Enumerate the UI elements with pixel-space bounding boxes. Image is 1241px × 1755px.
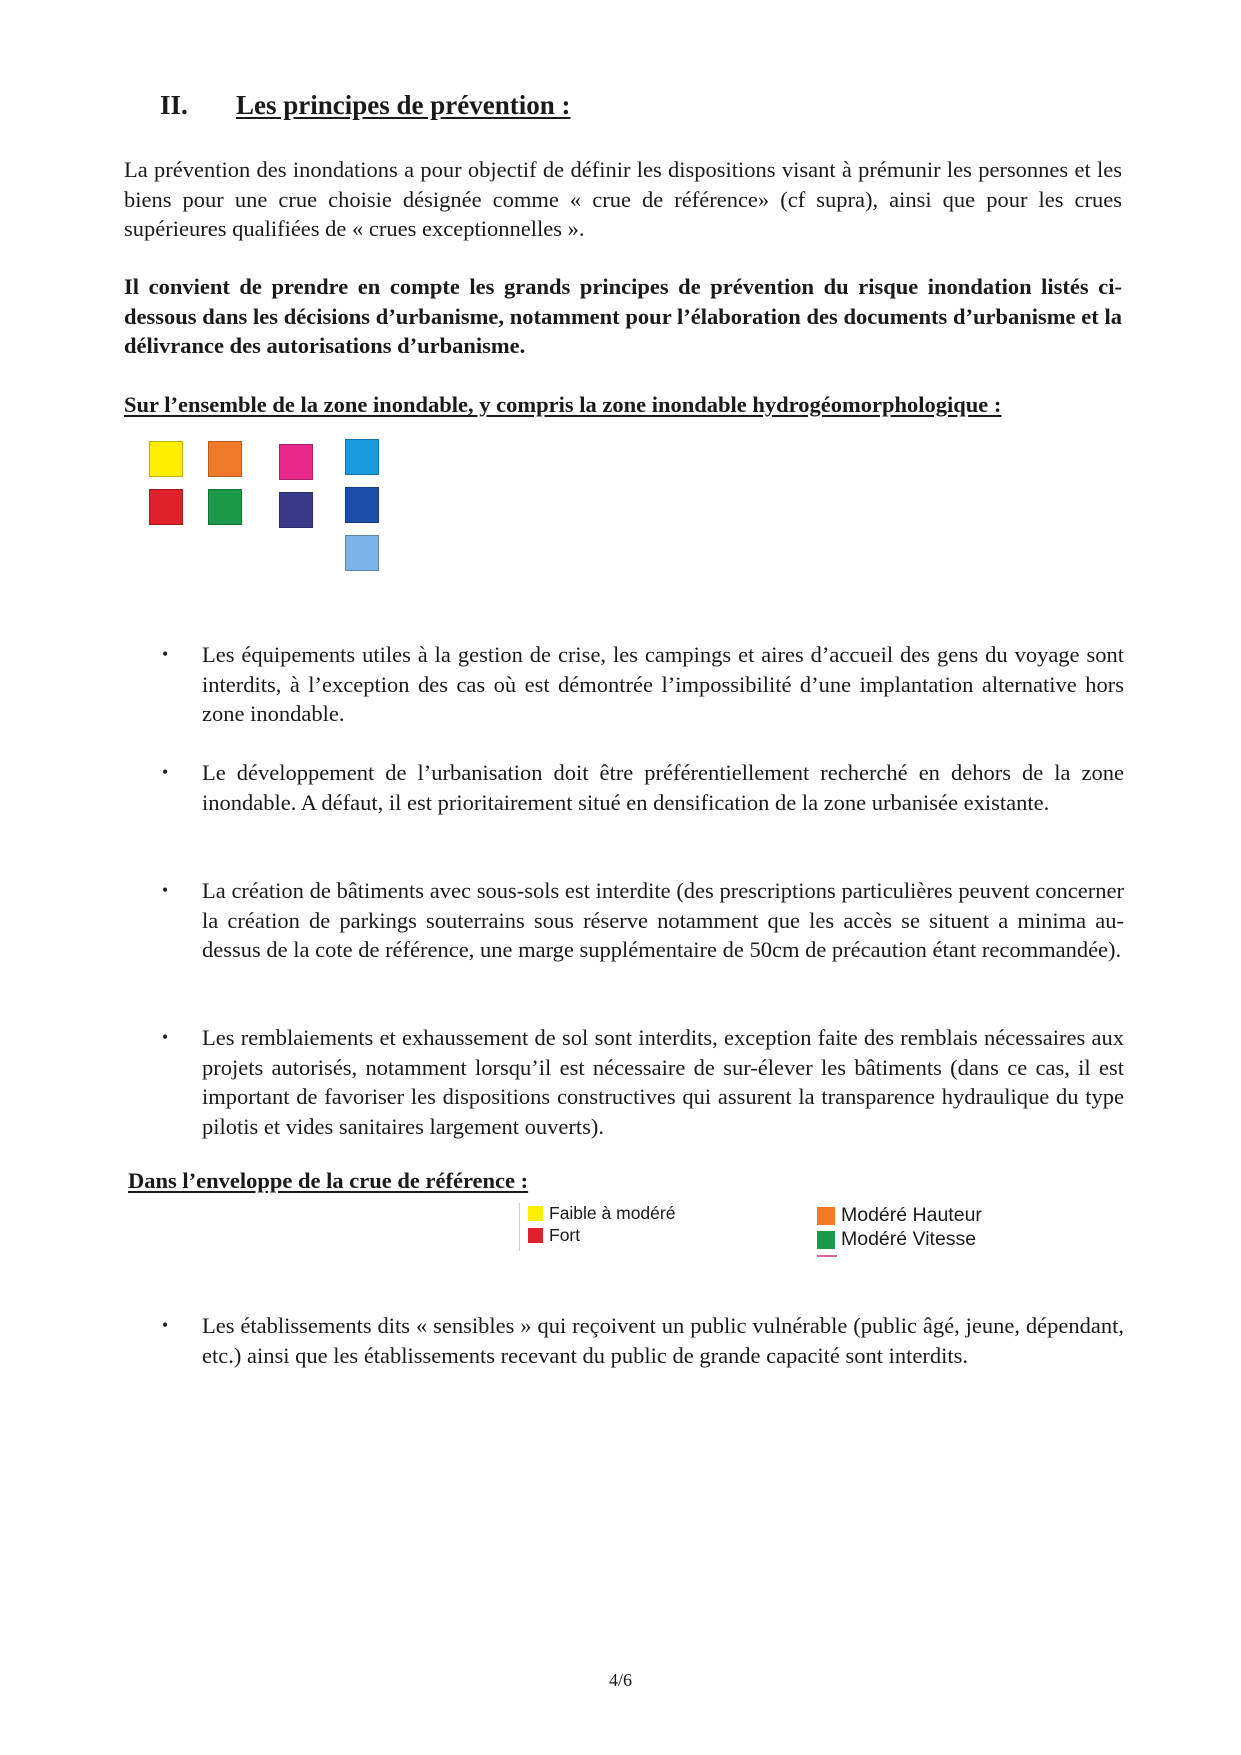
- list-item: [158, 1311, 1124, 1370]
- zone-swatch: [149, 441, 183, 477]
- zone-swatch: [149, 489, 183, 525]
- section-heading: [160, 90, 571, 121]
- bullet-dot-icon: •: [162, 644, 169, 664]
- legend-item: [817, 1204, 982, 1227]
- bullet-text: Les équipements utiles à la gestion de crise, les campings et aires d’accueil des gens du voyage sont interdits, à l’exception des cas où est démontrée l’impossibilité d’une implantation alternative hors zone inondable.: [202, 642, 1124, 726]
- zone-swatch: [345, 439, 379, 475]
- zone-inondable-heading: Sur l’ensemble de la zone inondable, y compris la zone inondable hydrogéomorphologique :: [124, 392, 1002, 417]
- zone-swatch: [279, 492, 313, 528]
- legend-item: [817, 1228, 976, 1251]
- bullet-dot-icon: •: [162, 762, 169, 782]
- crue-reference-heading: Dans l’enveloppe de la crue de référence :: [128, 1168, 529, 1193]
- legend-label: Fort: [549, 1225, 581, 1245]
- legend-item: [528, 1203, 675, 1224]
- legend-divider: [519, 1203, 520, 1251]
- bullet-dot-icon: •: [162, 1315, 169, 1335]
- bullet-text: Les établissements dits « sensibles » qui reçoivent un public vulnérable (public âgé, jeune, dépendant, etc.) ainsi que les établissements recevant du public de grande capacité sont interdits.: [202, 1313, 1124, 1368]
- legend-label: Modéré Vitesse: [841, 1228, 977, 1250]
- list-item: [158, 758, 1124, 817]
- zone-swatch: [345, 535, 379, 571]
- zone-swatch: [208, 441, 242, 477]
- legend-chip: [528, 1206, 543, 1221]
- bullet-text: Les remblaiements et exhaussement de sol sont interdits, exception faite des remblais nécessaires aux projets autorisés, notamment lorsqu’il est nécessaire de sur-élever les bâtiments (dans ce cas, il est important de favoriser les dispositions constructives qui assurent la transparence hydraulique du type pilotis et vides sanitaires largement ouverts).: [202, 1025, 1124, 1139]
- bullet-text: La création de bâtiments avec sous-sols est interdite (des prescriptions particulières peuvent concerner la création de parkings souterrains sous réserve notamment que les accès se situent a minima au-dessus de la cote de référence, une marge supplémentaire de 50cm de précaution étant recommandée).: [202, 878, 1124, 962]
- list-item: [158, 640, 1124, 729]
- legend-chip: [817, 1207, 835, 1225]
- legend-chip: [528, 1228, 543, 1243]
- section-number: II.: [160, 90, 188, 120]
- zone-swatch: [345, 487, 379, 523]
- legend-label: Faible à modéré: [549, 1203, 676, 1223]
- zone-swatch: [208, 489, 242, 525]
- zone-swatch: [279, 444, 313, 480]
- intro-bold-paragraph: Il convient de prendre en compte les grands principes de prévention du risque inondation listés ci-dessous dans les décisions d’urbanisme, notamment pour l’élaboration des documents d’urbanisme et la délivrance des autorisations d’urbanisme.: [124, 274, 1122, 358]
- section-title: Les principes de prévention :: [236, 90, 571, 120]
- list-item: [158, 876, 1124, 965]
- legend-underline: [817, 1255, 837, 1257]
- page-number: 4/6: [608, 1670, 632, 1690]
- intro-paragraph: La prévention des inondations a pour objectif de définir les dispositions visant à prémunir les personnes et les biens pour une crue choisie désignée comme « crue de référence» (cf supra), ainsi que pour les crues supérieures qualifiées de « crues exceptionnelles ».: [124, 157, 1122, 241]
- legend-chip: [817, 1231, 835, 1249]
- bullet-dot-icon: •: [162, 1027, 169, 1047]
- legend-label: Modéré Hauteur: [841, 1204, 982, 1226]
- bullet-dot-icon: •: [162, 880, 169, 900]
- legend-item: [528, 1225, 580, 1246]
- list-item: [158, 1023, 1124, 1141]
- bullet-text: Le développement de l’urbanisation doit être préférentiellement recherché en dehors de la zone inondable. A défaut, il est prioritairement situé en densification de la zone urbanisée existante.: [202, 760, 1124, 815]
